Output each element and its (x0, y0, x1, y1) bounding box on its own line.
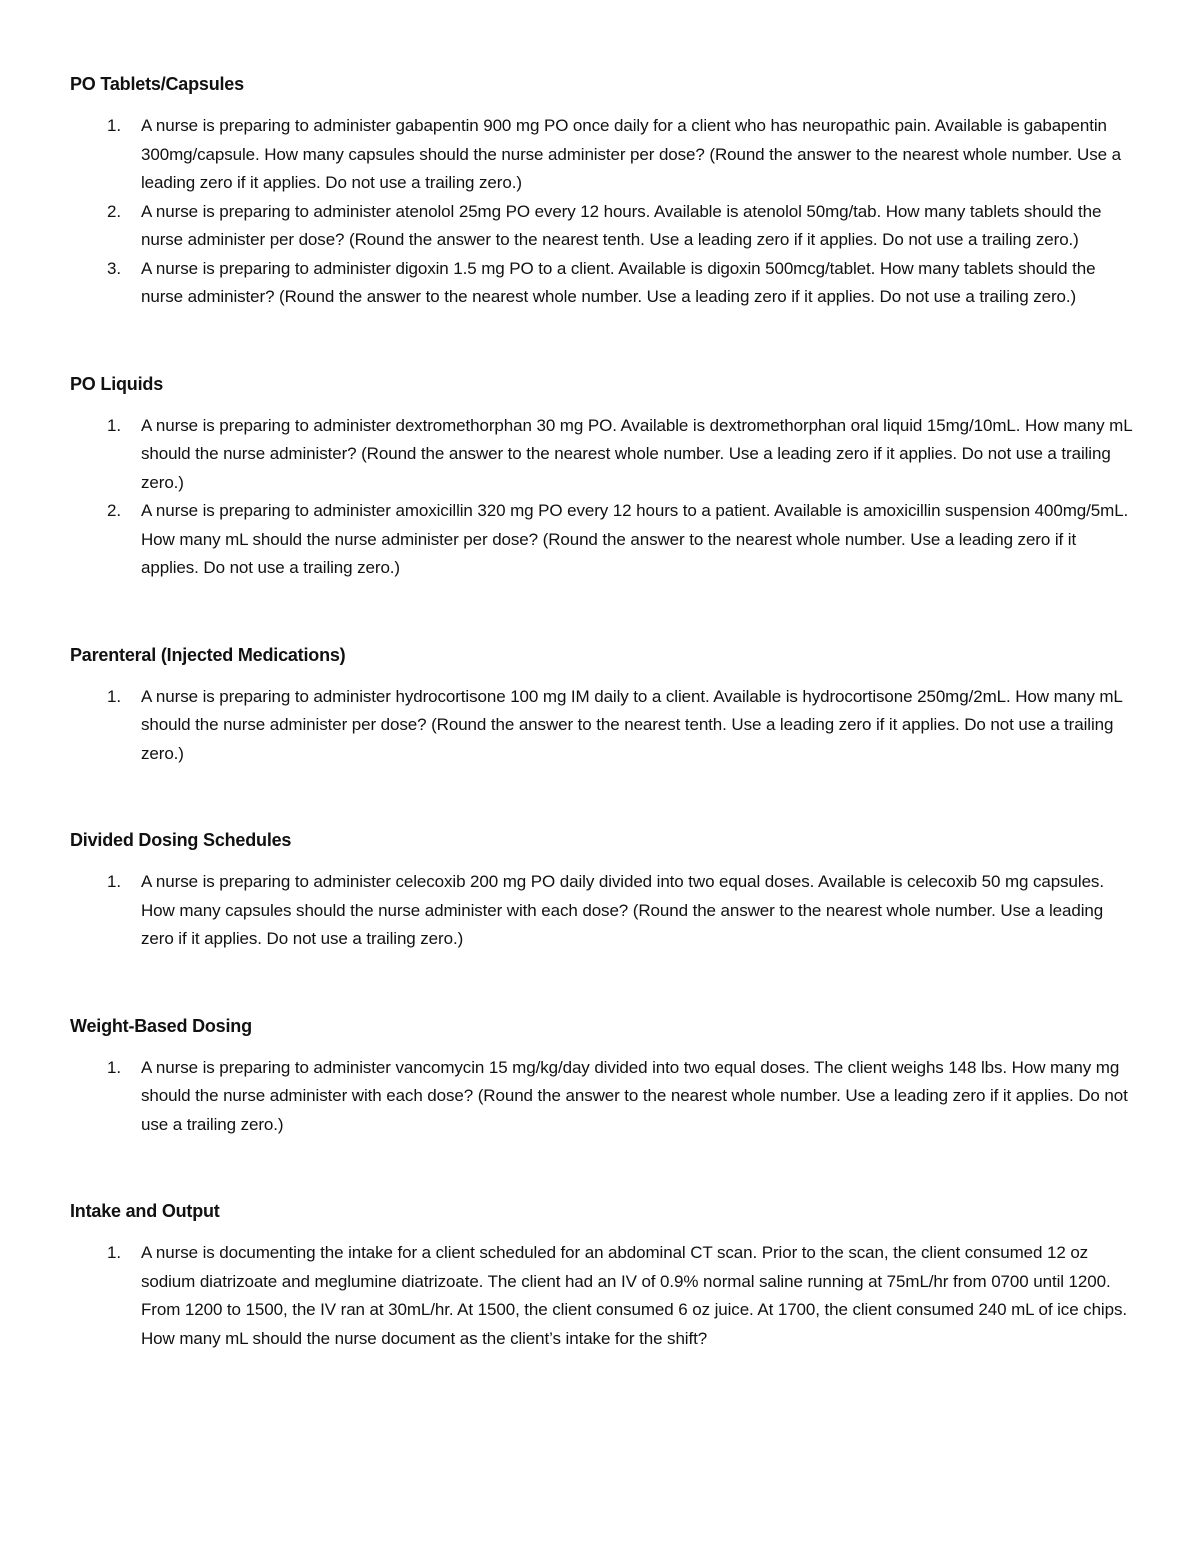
section-heading: Intake and Output (70, 1201, 220, 1221)
section-heading: Weight-Based Dosing (70, 1015, 252, 1036)
question-text: A nurse is preparing to administer gabapentin 900 mg PO once daily for a client who has neuropathic pain. Available is gabapentin 300mg/capsule. How many capsules should the nurse administer per dose? (Round the answer to the nearest whole number. Use a leading zero if it applies. Do not use a trailing zero.) (141, 116, 1121, 192)
question-number: 1. (107, 1243, 121, 1262)
section-intake-output (70, 1197, 1132, 1353)
question-item (70, 198, 1132, 255)
question-text: A nurse is preparing to administer atenolol 25mg PO every 12 hours. Available is atenolol 50mg/tab. How many tablets should the nurse administer per dose? (Round the answer to the nearest tenth. Use a leading zero if it applies. Do not use a trailing zero.) (141, 201, 1102, 249)
question-text: A nurse is preparing to administer dextromethorphan 30 mg PO. Available is dextromethorphan oral liquid 15mg/10mL. How many mL should the nurse administer? (Round the answer to the nearest whole number. Use a leading zero if it applies. Do not use a trailing zero.) (141, 415, 1132, 492)
question-number: 2. (107, 201, 121, 221)
section-divided-dosing (70, 826, 1132, 954)
question-list (70, 1054, 1132, 1140)
section-spacer (70, 1139, 1132, 1197)
question-item (70, 255, 1132, 312)
question-item (70, 1054, 1132, 1140)
question-list (70, 412, 1132, 583)
question-item (70, 868, 1132, 954)
question-number: 1. (107, 116, 121, 135)
section-heading: Divided Dosing Schedules (70, 830, 292, 850)
question-list (70, 112, 1132, 312)
question-text: A nurse is documenting the intake for a client scheduled for an abdominal CT scan. Prior to the scan, the client consumed 12 oz sodium diatrizoate and meglumine diatrizoate. The client had an IV of 0.9% normal saline running at 75mL/hr from 0700 until 1200. From 1200 to 1500, the IV ran at 30mL/hr. At 1500, the client consumed 6 oz juice. At 1700, the client consumed 240 mL of ice chips. How many mL should the nurse document as the client’s intake for the shift? (141, 1243, 1127, 1348)
section-heading: PO Tablets/Capsules (70, 74, 244, 94)
question-list (70, 1239, 1132, 1353)
question-text: A nurse is preparing to administer digoxin 1.5 mg PO to a client. Available is digoxin 500mcg/tablet. How many tablets should the nurse administer? (Round the answer to the nearest whole number. Use a leading zero if it applies. Do not use a trailing zero.) (141, 258, 1096, 306)
question-list (70, 868, 1132, 954)
question-number: 1. (107, 415, 121, 435)
question-number: 3. (107, 258, 121, 278)
question-number: 1. (107, 686, 121, 706)
question-text: A nurse is preparing to administer amoxicillin 320 mg PO every 12 hours to a patient. Available is amoxicillin suspension 400mg/5mL. How many mL should the nurse administer per dose? (Round the answer to the nearest whole number. Use a leading zero if it applies. Do not use a trailing zero.) (141, 501, 1129, 577)
section-po-tablets-capsules (70, 70, 1132, 312)
question-text: A nurse is preparing to administer hydrocortisone 100 mg IM daily to a client. Available is hydrocortisone 250mg/2mL. How many mL should the nurse administer per dose? (Round the answer to the nearest tenth. Use a leading zero if it applies. Do not use a trailing zero.) (141, 686, 1123, 763)
question-item (70, 412, 1132, 498)
question-number: 1. (107, 872, 121, 891)
section-weight-based-dosing (70, 1012, 1132, 1140)
section-spacer (70, 768, 1132, 826)
document-page (70, 70, 1132, 1353)
question-item (70, 497, 1132, 583)
section-spacer (70, 583, 1132, 641)
section-spacer (70, 312, 1132, 370)
question-item (70, 1239, 1132, 1353)
question-number: 2. (107, 501, 121, 520)
question-list (70, 683, 1132, 769)
section-heading: Parenteral (Injected Medications) (70, 644, 346, 665)
question-item (70, 112, 1132, 198)
section-parenteral (70, 641, 1132, 769)
question-item (70, 683, 1132, 769)
question-number: 1. (107, 1057, 121, 1077)
section-heading: PO Liquids (70, 373, 164, 394)
section-spacer (70, 954, 1132, 1012)
section-po-liquids (70, 370, 1132, 583)
question-text: A nurse is preparing to administer vancomycin 15 mg/kg/day divided into two equal doses. The client weighs 148 lbs. How many mg should the nurse administer with each dose? (Round the answer to the nearest whole number. Use a leading zero if it applies. Do not use a trailing zero.) (141, 1057, 1128, 1134)
question-text: A nurse is preparing to administer celecoxib 200 mg PO daily divided into two equal doses. Available is celecoxib 50 mg capsules. How many capsules should the nurse administer with each dose? (Round the answer to the nearest whole number. Use a leading zero if it applies. Do not use a trailing zero.) (141, 872, 1104, 948)
